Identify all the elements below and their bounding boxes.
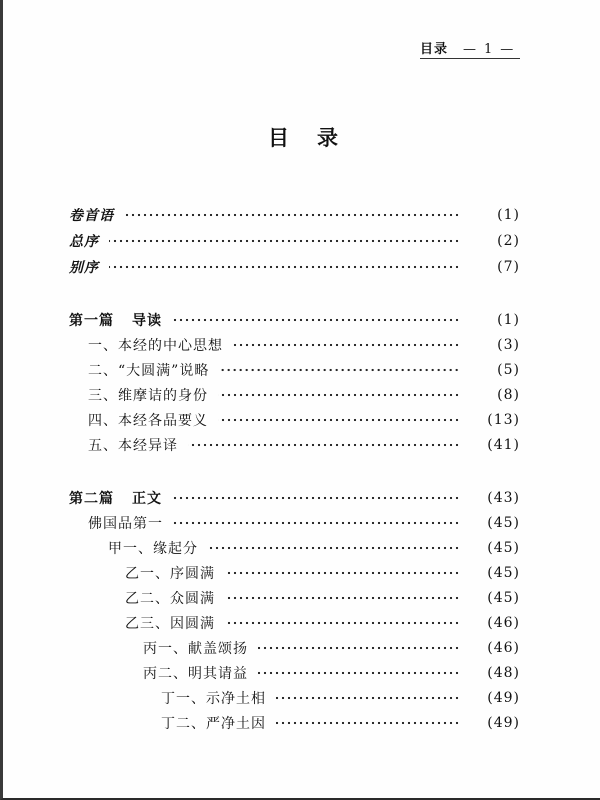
toc-entry-label: 别序 [69, 260, 99, 276]
toc-entry-page: (2) [497, 233, 520, 249]
toc-entry-label: 丁一、示净土相 [161, 691, 266, 707]
dot-leader [218, 418, 460, 422]
toc-entry-page: (1) [497, 207, 520, 223]
dot-leader [225, 571, 460, 575]
toc-entry-label: 五、本经异译 [88, 438, 178, 454]
dot-leader [173, 521, 460, 525]
running-head-dash-right: — [500, 42, 515, 57]
toc-entry-part2-7[interactable] [143, 661, 520, 685]
toc-entry-part1-4[interactable] [88, 408, 520, 432]
toc-entry-front-3[interactable] [69, 255, 520, 279]
dot-leader [172, 496, 460, 500]
toc-entry-label: 乙三、因圆满 [125, 616, 215, 632]
toc-entry-page: (7) [497, 259, 520, 275]
toc-entry-page: (41) [487, 437, 520, 453]
dot-leader [225, 621, 460, 625]
dot-leader [276, 696, 460, 700]
toc-entry-label: 丁二、严净土因 [161, 716, 266, 732]
dot-leader [109, 239, 460, 243]
toc-entry-part2-6[interactable] [143, 636, 520, 660]
dot-leader [276, 721, 460, 725]
toc-entry-part1-2[interactable] [88, 358, 520, 382]
toc-entry-part1-5[interactable] [88, 433, 520, 457]
toc-entry-label: 二、“大圆满”说略 [88, 363, 210, 379]
dot-leader [124, 213, 460, 217]
toc-entry-page: (49) [487, 715, 520, 731]
toc-entry-label: 三、维摩诘的身份 [88, 388, 208, 404]
toc-entry-label: 甲一、缘起分 [108, 541, 198, 557]
toc-entry-part2-5[interactable] [125, 611, 520, 635]
toc-entry-page: (49) [487, 690, 520, 706]
dot-leader [208, 546, 460, 550]
dot-leader [188, 443, 460, 447]
running-head-page-number: 1 [484, 42, 494, 57]
running-head-title: 目录 [420, 42, 449, 57]
toc-entry-part1-1[interactable] [88, 333, 520, 357]
toc-part-2[interactable] [69, 486, 520, 510]
dot-leader [109, 265, 460, 269]
toc-entry-label: 乙一、序圆满 [125, 566, 215, 582]
dot-leader [172, 318, 460, 322]
toc-entry-front-1[interactable] [69, 203, 520, 227]
part-heading [69, 488, 162, 508]
toc-entry-page: (13) [487, 412, 520, 428]
dot-leader [233, 343, 460, 347]
dot-leader [225, 596, 460, 600]
part-subtitle: 导读 [132, 313, 162, 329]
toc-entry-part2-3[interactable] [125, 561, 520, 585]
toc-entry-label: 四、本经各品要义 [88, 413, 208, 429]
toc-entry-page: (5) [497, 362, 520, 378]
toc-part-1[interactable] [69, 308, 520, 332]
toc-entry-label: 佛国品第一 [88, 516, 163, 532]
dot-leader [219, 368, 460, 372]
toc-entry-part2-9[interactable] [161, 711, 520, 735]
toc-entry-label: 卷首语 [69, 208, 114, 224]
dot-leader [218, 393, 460, 397]
toc-entry-page: (1) [497, 312, 520, 328]
toc-entry-label: 丙一、献盖颂扬 [143, 641, 248, 657]
toc-entry-page: (45) [487, 515, 520, 531]
toc-entry-part1-3[interactable] [88, 383, 520, 407]
toc-entry-page: (3) [497, 337, 520, 353]
dot-leader [258, 671, 460, 675]
page-title: 目录 [268, 126, 366, 150]
dot-leader [258, 646, 460, 650]
toc-entry-label: 丙二、明其请益 [143, 666, 248, 682]
toc-entry-part2-1[interactable] [88, 511, 520, 535]
part-subtitle: 正文 [132, 491, 162, 507]
toc-entry-page: (8) [497, 387, 520, 403]
toc-entry-part2-2[interactable] [108, 536, 520, 560]
toc-entry-page: (45) [487, 565, 520, 581]
part-label: 第二篇 [69, 491, 114, 507]
toc-entry-page: (45) [487, 540, 520, 556]
toc-entry-part2-8[interactable] [161, 686, 520, 710]
toc-entry-label: 乙二、众圆满 [125, 591, 215, 607]
toc-entry-part2-4[interactable] [125, 586, 520, 610]
toc-entry-page: (43) [487, 490, 520, 506]
part-heading [69, 310, 162, 330]
toc-entry-page: (45) [487, 590, 520, 606]
toc-entry-front-2[interactable] [69, 229, 520, 253]
part-label: 第一篇 [69, 313, 114, 329]
toc-entry-page: (48) [487, 665, 520, 681]
toc-entry-page: (46) [487, 640, 520, 656]
toc-entry-label: 总序 [69, 234, 99, 250]
running-head-dash-left: — [463, 42, 478, 57]
toc-entry-page: (46) [487, 615, 520, 631]
running-head [420, 38, 520, 59]
toc-entry-label: 一、本经的中心思想 [88, 338, 223, 354]
